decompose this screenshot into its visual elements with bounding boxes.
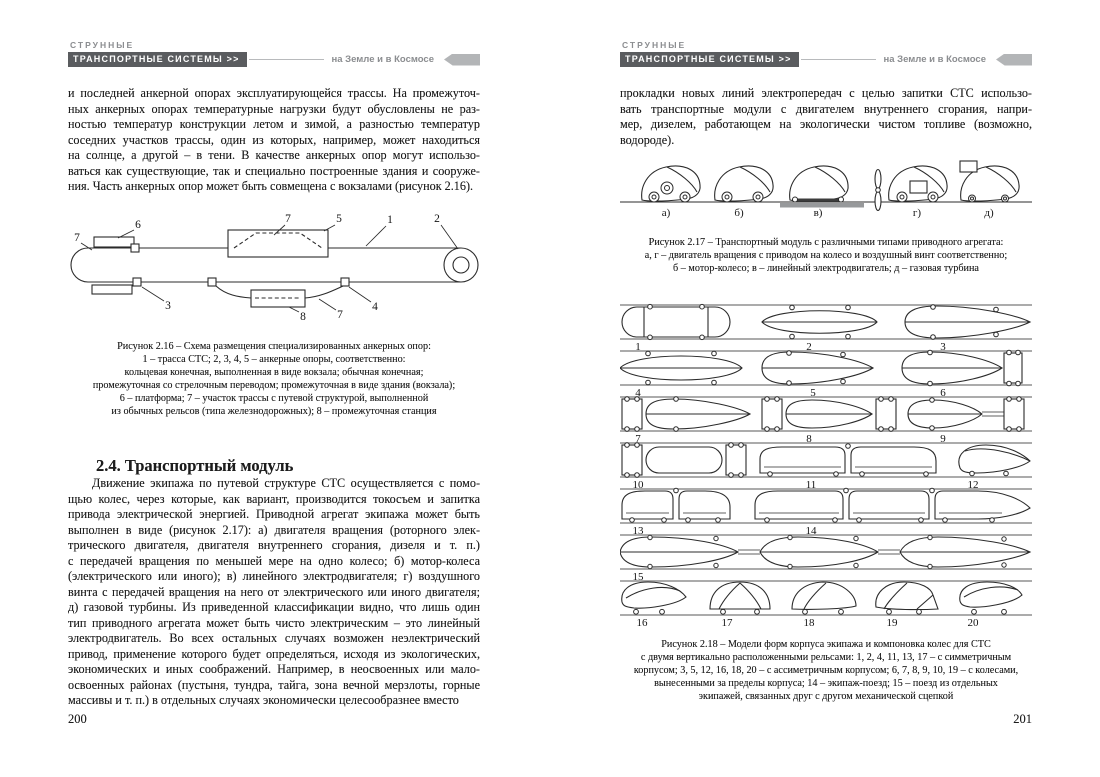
figure-2-16-anchor-supports-diagram: [68, 210, 480, 334]
text-line: водороде).: [620, 132, 675, 147]
figure-label: 14: [805, 525, 817, 537]
shape-4-lens: [620, 351, 742, 385]
figure-label: 7: [74, 232, 80, 244]
figure-label: 4: [372, 301, 378, 313]
figure-label: д): [984, 207, 994, 219]
figure-label: 6: [135, 219, 141, 231]
shape-13-two-car-train: [622, 488, 730, 522]
intermediate-station-branch: [216, 286, 343, 307]
text-line: соседних участков трассы, один из которых, например, может находиться: [68, 132, 480, 147]
body-paragraph: [68, 476, 480, 709]
figure-label: 11: [805, 479, 817, 491]
body-paragraph: [68, 86, 480, 195]
shape-11-two-car-train: [760, 444, 936, 477]
text-line: привод, применение которого будет определяться, исходя из экологических,: [68, 646, 480, 661]
text-line: прокладки новых линий электропередач с целью запитки СТС использо-: [620, 86, 1032, 100]
text-line: электродвигатель. Во всех остальных случаях возможен неэлектрический: [68, 631, 480, 645]
shape-16-side-teardrop: [622, 582, 686, 614]
figure-label: 1: [387, 214, 393, 226]
text-line: выполнен в виде (рисунок 2.17): а) двигателя вращения (роторного элек-: [68, 522, 480, 537]
text-line: щью колес, через которые, как вариант, производится токосъем и запитка: [68, 491, 480, 506]
section-heading: 2.4. Транспортный модуль: [96, 455, 294, 475]
figure-label: 19: [886, 617, 898, 629]
text-line: Рисунок 2.18 – Модели форм корпуса экипажа и компоновка колес для СТС: [661, 639, 991, 650]
running-head: [68, 40, 480, 67]
figure-2-17-caption: [620, 236, 1032, 275]
text-line: д) газовой турбины. Из приведенной классификации видно, что лишь один: [68, 600, 480, 614]
text-line: а, г – двигатель вращения с приводом на колесо и воздушный винт соответственно;: [644, 250, 1008, 261]
shape-7-bogie-teardrop: [622, 397, 750, 432]
text-line: ных анкерных опорах температурные нагрузки будут обусловлены не раз-: [68, 101, 480, 116]
shape-2-lens: [762, 305, 877, 339]
text-line: привода электрической энергией. Приводной агрегат экипажа может быть: [68, 507, 480, 521]
text-line: промежуточная со стрелочным переводом; промежуточная в виде здания (вокзала);: [92, 380, 456, 391]
page-number: 200: [68, 712, 87, 726]
figure-label: 2: [434, 213, 440, 225]
page-number: 201: [1013, 712, 1032, 726]
propeller-blade: [875, 170, 881, 189]
text-line: ностью температур конструкции летом и зимой, а разностью температур: [68, 117, 480, 131]
figure-label: 3: [165, 300, 171, 312]
shape-6-teardrop-with-bogie: [902, 350, 1022, 386]
vehicle-motor-wheel: [715, 166, 773, 202]
shape-5-teardrop: [762, 351, 873, 386]
figure-label: 16: [636, 617, 648, 629]
text-line: с двумя вертикально расположенными рельсами: 1, 2, 4, 11, 13, 17 – с симметричным: [640, 652, 1012, 663]
text-line: винта с передачей вращения на него от электрического или иного двигателя;: [68, 584, 480, 599]
text-line: 6 – платформа; 7 – участок трассы с путевой структурой, выполненной: [119, 393, 429, 404]
text-line: Рисунок 2.17 – Транспортный модуль с различными типами приводного агрегата:: [648, 237, 1004, 248]
platforms: [92, 237, 134, 294]
shape-1-stadium: [622, 304, 730, 339]
arrow-left-icon: [996, 54, 1032, 66]
shape-12-asymmetric-body: [959, 445, 1030, 476]
figure-label: 7: [337, 309, 343, 321]
text-line: тип приводного агрегата может быть чисто электрическим – это линейный: [68, 615, 480, 630]
text-line: ваться как существующие, так и специально построенные здания и сооруже-: [68, 163, 480, 178]
figure-label: 18: [803, 617, 815, 629]
text-line: трического двигателя, двигателя внутреннего сгорания, дизеля и т. п.): [68, 538, 480, 552]
vehicle-gas-turbine: [960, 161, 1019, 202]
figure-2-17-drive-types-diagram: [620, 160, 1032, 220]
shape-19-side-angular: [876, 582, 938, 614]
running-head-row: [620, 52, 1032, 67]
text-line: на солнце, а другой – в тени. В качестве анкерных опор могут использо-: [68, 148, 480, 162]
text-line: освоенных районах (пустыня, тундра, тайга, зона вечной мерзлоты, горные: [68, 677, 480, 692]
text-line: с передачей вращения по меньшей мере на одно колесо; б) мотор-колеса: [68, 553, 480, 568]
running-head-rule: [249, 59, 324, 60]
shape-20-side-teardrop: [960, 582, 1022, 614]
vehicle-rotary-drive: [642, 166, 700, 202]
figure-label: 17: [721, 617, 733, 629]
figure-label: 4: [635, 387, 641, 399]
page-left: [68, 40, 480, 740]
figure-label: 8: [300, 311, 306, 323]
running-head-tagline: на Земле и в Космосе: [883, 54, 986, 65]
figure-label: 9: [940, 433, 946, 445]
figure-label: 7: [285, 213, 291, 225]
shape-14-articulated-train: [755, 488, 1030, 522]
figure-2-18-body-shapes-diagram: [620, 296, 1032, 630]
text-line: ния. Часть анкерных опор может быть совмещена с вокзалами (рисунок 2.16).: [68, 179, 474, 193]
text-line: Движение экипажа по путевой структуре СТС осуществляется с помо-: [92, 476, 480, 490]
shape-9-teardrop-linked-bogie: [908, 397, 1024, 432]
running-head-badge: ТРАНСПОРТНЫЕ СИСТЕМЫ >>: [68, 52, 247, 67]
running-head-series: СТРУННЫЕ: [70, 40, 135, 50]
text-line: корпусом; 3, 5, 12, 16, 18, 20 – с ассиметричным корпусом; 6, 7, 8, 9, 10, 19 – с колесами,: [633, 665, 1019, 676]
text-line: б – мотор-колесо; в – линейный электродвигатель; д – газовая турбина: [673, 263, 979, 274]
figure-2-17-labels: [662, 207, 994, 219]
shape-18-side-dome: [792, 582, 856, 614]
figure-label: 1: [635, 341, 641, 353]
shape-15-coupled-train: [620, 535, 1030, 568]
text-line: кольцевая конечная, выполненная в виде вокзала; обычная конечная;: [124, 367, 424, 378]
figure-label: 7: [635, 433, 641, 445]
text-line: и последней анкерной опорах эксплуатирующейся трассы. На промежуточ-: [68, 86, 480, 100]
arrow-left-icon: [444, 54, 480, 66]
text-line: массивы и т. п.) в отдельных случаях экономически целесообразнее вместо: [68, 693, 459, 707]
figure-label: а): [661, 207, 671, 219]
figure-label: 10: [632, 479, 644, 491]
running-head-tagline: на Земле и в Космосе: [331, 54, 434, 65]
text-line: (электрического или иного); в) линейного электродвигателя; г) воздушного: [68, 569, 480, 583]
page-right: [620, 40, 1032, 740]
turbine-box: [960, 161, 977, 172]
running-head: [620, 40, 1032, 67]
figure-label: 6: [940, 387, 946, 399]
running-head-series: СТРУННЫЕ: [622, 40, 687, 50]
shape-10-stadium-two-bogies: [622, 443, 746, 478]
running-head-row: [68, 52, 480, 67]
figure-label: 15: [632, 571, 644, 583]
figure-label: б): [734, 207, 744, 219]
figure-2-18-caption: [620, 638, 1032, 703]
text-line: вать транспортные модули с двигателем внутреннего сгорания, напри-: [620, 101, 1032, 116]
text-line: 1 – трасса СТС; 2, 3, 4, 5 – анкерные опоры, соответственно:: [142, 354, 406, 365]
vehicle-propeller-drive: [875, 166, 947, 211]
figure-label: 5: [810, 387, 816, 399]
running-head-rule: [801, 59, 876, 60]
body-paragraph: [620, 86, 1032, 148]
figure-label: 3: [940, 341, 946, 353]
text-line: мер, дизелем, работающем на экологически чистом топливе (возможно,: [620, 117, 1032, 131]
figure-label: в): [813, 207, 823, 219]
shape-3-pointed: [905, 305, 1030, 340]
vehicle-linear-motor: [790, 166, 848, 202]
text-line: экономических и иных соображений. Например, в неосвоенных или мало-: [68, 662, 480, 676]
figure-label: 2: [806, 341, 812, 353]
text-line: из обычных рельсов (типа железнодорожных); 8 – промежуточная станция: [111, 406, 437, 417]
figure-label: 13: [632, 525, 644, 537]
text-line: Рисунок 2.16 – Схема размещения специализированных анкерных опор:: [117, 341, 431, 352]
figure-label: 8: [806, 433, 812, 445]
text-line: вынесенными за пределы корпуса; 14 – экипаж-поезд; 15 – поезд из отдельных: [654, 678, 998, 689]
text-line: экипажей, связанных друг с другом механической сцепкой: [698, 691, 954, 702]
propeller-blade: [875, 192, 881, 211]
figure-2-16-caption: [68, 340, 480, 418]
figure-label: г): [912, 207, 922, 219]
shape-17-side-dome: [710, 582, 770, 614]
figure-label: 12: [967, 479, 979, 491]
figure-label: 20: [967, 617, 979, 629]
figure-label: 5: [336, 213, 342, 225]
running-head-badge: ТРАНСПОРТНЫЕ СИСТЕМЫ >>: [620, 52, 799, 67]
shape-8-lens-two-bogies: [762, 397, 896, 432]
station-building: [228, 230, 328, 257]
